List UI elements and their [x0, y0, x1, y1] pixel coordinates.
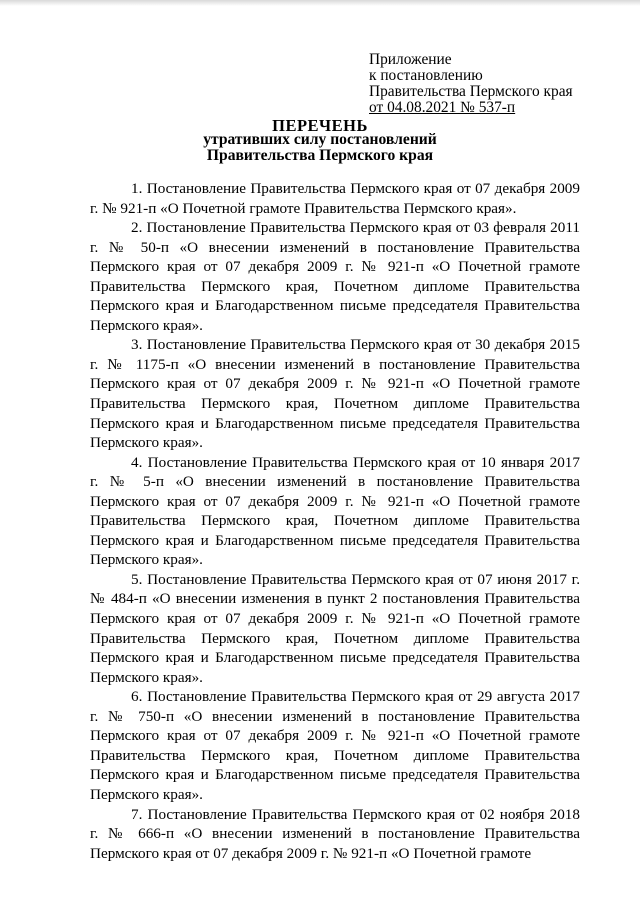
- list-item: 2. Постановление Правительства Пермского края от 03 февраля 2011 г. № 50-п «О внесении изменений в постановление Правительства Пермского края от 07 декабря 2009 г. № 921-п «О Почетной грамоте Правительства Пермского края, Почетном дипломе Правительства Пермского края и Благодарственном письме председателя Правительства Пермского края».: [90, 219, 580, 334]
- appendix-line: Приложение: [369, 51, 452, 68]
- list-item: 4. Постановление Правительства Пермского края от 10 января 2017 г. № 5-п «О внесении изменений в постановление Правительства Пермского края от 07 декабря 2009 г. № 921-п «О Почетной грамоте Правительства Пермского края, Почетном дипломе Правительства Пермского края и Благодарственном письме председателя Правительства Пермского края».: [90, 453, 580, 569]
- appendix-line: Правительства Пермского края: [369, 83, 573, 100]
- list-item: 3. Постановление Правительства Пермского края от 30 декабря 2015 г. № 1175-п «О внесении изменений в постановление Правительства Пермского края от 07 декабря 2009 г. № 921-п «О Почетной грамоте Правительства Пермского края, Почетном дипломе Правительства Пермского края и Благодарственном письме председателя Правительства Пермского края».: [90, 336, 580, 452]
- appendix-line: к постановлению: [369, 67, 483, 84]
- subtitle-line: утративших силу постановлений: [203, 131, 437, 148]
- scan-top-edge: [0, 0, 640, 6]
- list-item: 7. Постановление Правительства Пермского края от 02 ноября 2018 г. № 666-п «О внесении изменений в постановление Правительства Пермского края от 07 декабря 2009 г. № 921-п «О Почетной грамоте: [90, 805, 580, 862]
- list-item: 6. Постановление Правительства Пермского края от 29 августа 2017 г. № 750-п «О внесении изменений в постановление Правительства Пермского края от 07 декабря 2009 г. № 921-п «О Почетной грамоте Правительства Пермского края, Почетном дипломе Правительства Пермского края и Благодарственном письме председателя Правительства Пермского края».: [90, 688, 580, 803]
- document-subtitle: [0, 132, 640, 164]
- document-title: ПЕРЕЧЕНЬ: [272, 116, 368, 135]
- list-item: 5. Постановление Правительства Пермского края от 07 июня 2017 г. № 484-п «О внесении изменения в пункт 2 постановления Правительства Пермского края от 07 декабря 2009 г. № 921-п «О Почетной грамоте Правительства Пермского края, Почетном дипломе Правительства Пермского края и Благодарственном письме председателя Правительства Пермского края».: [90, 570, 580, 686]
- appendix-date-line: от 04.08.2021 № 537-п: [369, 99, 516, 116]
- list-item: 1. Постановление Правительства Пермского края от 07 декабря 2009 г. № 921-п «О Почетной грамоте Правительства Пермского края».: [90, 180, 580, 217]
- resolutions-list: [90, 179, 580, 863]
- subtitle-line: Правительства Пермского края: [206, 147, 434, 164]
- appendix-header: [369, 52, 573, 116]
